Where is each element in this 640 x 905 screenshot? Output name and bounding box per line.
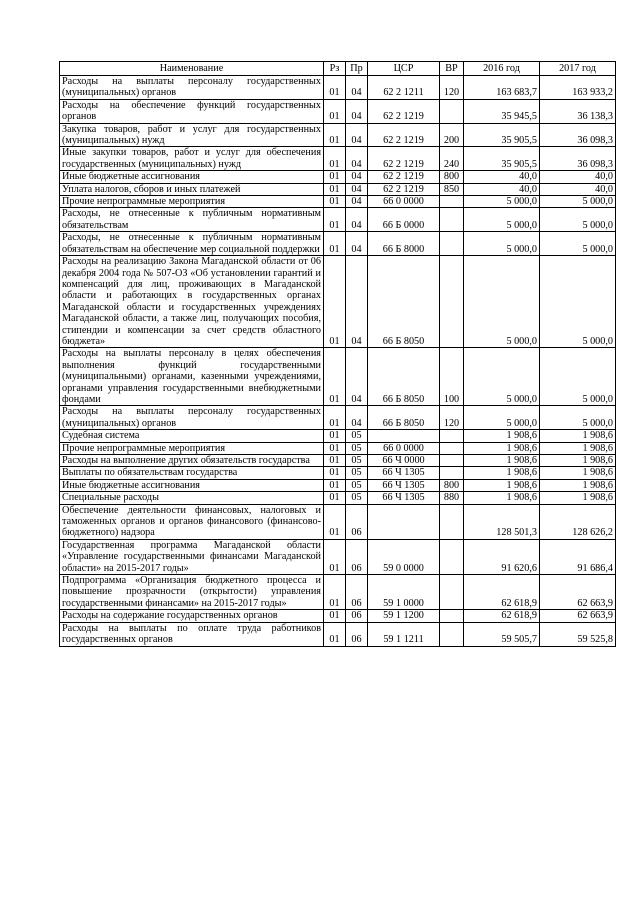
cell-vr [440,467,464,479]
cell-vr [440,208,464,232]
cell-pr: 04 [346,171,368,183]
cell-2017: 5 000,0 [540,348,616,406]
header-2016: 2016 год [464,62,540,76]
cell-rz: 01 [324,430,346,442]
cell-vr [440,504,464,539]
cell-vr [440,430,464,442]
cell-2017: 36 098,3 [540,123,616,147]
table-row [60,455,616,467]
cell-name: Прочие непрограммные мероприятия [60,442,324,454]
cell-pr: 06 [346,610,368,622]
cell-rz: 01 [324,232,346,256]
cell-pr: 05 [346,479,368,491]
cell-rz: 01 [324,455,346,467]
cell-2016: 35 905,5 [464,147,540,171]
cell-name: Подпрограмма «Организация бюджетного процесса и повышение прозрачности (открытости) управления государственными финансами» на 2015-2017 годы» [60,575,324,610]
cell-vr: 800 [440,479,464,491]
cell-name: Прочие непрограммные мероприятия [60,196,324,208]
cell-2017: 40,0 [540,171,616,183]
cell-rz: 01 [324,208,346,232]
table-row [60,575,616,610]
cell-2016: 35 945,5 [464,99,540,123]
cell-2016: 1 908,6 [464,430,540,442]
cell-2016: 163 683,7 [464,76,540,100]
cell-pr: 04 [346,76,368,100]
cell-2017: 91 686,4 [540,539,616,574]
cell-2016: 5 000,0 [464,208,540,232]
cell-pr: 04 [346,196,368,208]
header-pr: Пр [346,62,368,76]
cell-csr: 66 0 0000 [368,442,440,454]
table-row [60,430,616,442]
table-row [60,467,616,479]
table-row [60,610,616,622]
cell-name: Иные бюджетные ассигнования [60,479,324,491]
table-row [60,208,616,232]
cell-name: Расходы на выплаты персоналу государственных (муниципальных) органов [60,76,324,100]
cell-csr: 59 0 0000 [368,539,440,574]
cell-pr: 05 [346,467,368,479]
cell-name: Расходы на содержание государственных органов [60,610,324,622]
cell-2016: 5 000,0 [464,348,540,406]
cell-csr: 62 2 1219 [368,171,440,183]
cell-rz: 01 [324,622,346,646]
cell-csr: 66 Б 8000 [368,232,440,256]
cell-pr: 05 [346,442,368,454]
cell-2017: 1 908,6 [540,442,616,454]
cell-2016: 5 000,0 [464,256,540,348]
cell-2017: 5 000,0 [540,196,616,208]
cell-2017: 1 908,6 [540,492,616,504]
cell-2017: 1 908,6 [540,430,616,442]
cell-csr: 62 2 1219 [368,99,440,123]
cell-csr [368,430,440,442]
header-2017: 2017 год [540,62,616,76]
cell-csr: 66 Б 8050 [368,348,440,406]
cell-name: Закупка товаров, работ и услуг для государственных (муниципальных) нужд [60,123,324,147]
cell-pr: 06 [346,539,368,574]
cell-csr: 66 Ч 1305 [368,467,440,479]
cell-rz: 01 [324,610,346,622]
cell-rz: 01 [324,442,346,454]
cell-rz: 01 [324,123,346,147]
cell-name: Обеспечение деятельности финансовых, налоговых и таможенных органов и органов финансового (финансово-бюджетного) надзора [60,504,324,539]
table-row [60,492,616,504]
cell-2017: 5 000,0 [540,256,616,348]
cell-vr: 120 [440,76,464,100]
cell-name: Государственная программа Магаданской области «Управление государственными финансами Магаданской области» на 2015-2017 годы» [60,539,324,574]
cell-2016: 40,0 [464,183,540,195]
cell-name: Судебная система [60,430,324,442]
cell-csr [368,504,440,539]
table-row [60,539,616,574]
cell-vr [440,442,464,454]
cell-name: Иные закупки товаров, работ и услуг для обеспечения государственных (муниципальных) нужд [60,147,324,171]
cell-pr: 04 [346,123,368,147]
table-row [60,183,616,195]
cell-csr: 66 Б 8050 [368,256,440,348]
cell-vr [440,455,464,467]
table-row [60,622,616,646]
cell-2016: 1 908,6 [464,442,540,454]
cell-pr: 04 [346,256,368,348]
cell-vr: 200 [440,123,464,147]
cell-rz: 01 [324,492,346,504]
cell-vr: 240 [440,147,464,171]
cell-rz: 01 [324,539,346,574]
cell-name: Иные бюджетные ассигнования [60,171,324,183]
cell-2017: 62 663,9 [540,610,616,622]
cell-2016: 5 000,0 [464,196,540,208]
table-row [60,442,616,454]
cell-pr: 04 [346,208,368,232]
cell-csr: 66 Ч 0000 [368,455,440,467]
cell-name: Расходы на обеспечение функций государственных органов [60,99,324,123]
cell-csr: 66 Ч 1305 [368,479,440,491]
cell-vr: 120 [440,406,464,430]
cell-name: Расходы на выполнение других обязательств государства [60,455,324,467]
header-csr: ЦСР [368,62,440,76]
cell-rz: 01 [324,504,346,539]
cell-vr: 850 [440,183,464,195]
cell-rz: 01 [324,76,346,100]
cell-2016: 62 618,9 [464,575,540,610]
cell-2016: 128 501,3 [464,504,540,539]
cell-rz: 01 [324,467,346,479]
cell-pr: 05 [346,455,368,467]
table-row [60,171,616,183]
table-row [60,232,616,256]
cell-pr: 06 [346,575,368,610]
cell-2016: 5 000,0 [464,232,540,256]
table-row [60,479,616,491]
cell-rz: 01 [324,406,346,430]
cell-2017: 128 626,2 [540,504,616,539]
table-row [60,196,616,208]
cell-2016: 5 000,0 [464,406,540,430]
budget-table [59,61,616,647]
cell-csr: 66 Б 0000 [368,208,440,232]
table-row [60,123,616,147]
cell-2017: 62 663,9 [540,575,616,610]
cell-name: Расходы на реализацию Закона Магаданской области от 06 декабря 2004 года № 507-ОЗ «Об установлении гарантий и компенсаций для лиц, проживающих в Магаданской области и работающих в государственных органах Магаданской области и государственных учреждениях Магаданской области, а также лиц, получающих пособия, стипендии и компенсации за счет средств областного бюджета» [60,256,324,348]
cell-2016: 1 908,6 [464,479,540,491]
cell-vr: 800 [440,171,464,183]
cell-vr [440,99,464,123]
cell-2016: 1 908,6 [464,467,540,479]
table-row [60,504,616,539]
table-header-row [60,62,616,76]
cell-2017: 36 098,3 [540,147,616,171]
cell-rz: 01 [324,183,346,195]
cell-2016: 62 618,9 [464,610,540,622]
cell-csr: 66 0 0000 [368,196,440,208]
cell-pr: 06 [346,504,368,539]
table-row [60,256,616,348]
cell-2017: 1 908,6 [540,467,616,479]
cell-name: Расходы на выплаты по оплате труда работников государственных органов [60,622,324,646]
cell-2016: 1 908,6 [464,455,540,467]
cell-name: Расходы, не отнесенные к публичным нормативным обязательствам на обеспечение мер социальной поддержки [60,232,324,256]
cell-pr: 05 [346,492,368,504]
cell-csr: 59 1 1211 [368,622,440,646]
cell-2016: 35 905,5 [464,123,540,147]
cell-pr: 04 [346,147,368,171]
cell-vr [440,256,464,348]
cell-pr: 04 [346,406,368,430]
cell-2016: 40,0 [464,171,540,183]
cell-2016: 91 620,6 [464,539,540,574]
cell-csr: 62 2 1219 [368,147,440,171]
cell-2017: 36 138,3 [540,99,616,123]
cell-name: Расходы на выплаты персоналу в целях обеспечения выполнения функций государственными (муниципальными) органами, казенными учреждениями, органами управления государственными внебюджетными фондами [60,348,324,406]
cell-name: Выплаты по обязательствам государства [60,467,324,479]
cell-2016: 59 505,7 [464,622,540,646]
cell-rz: 01 [324,479,346,491]
cell-2017: 59 525,8 [540,622,616,646]
cell-2017: 5 000,0 [540,406,616,430]
cell-name: Расходы, не отнесенные к публичным нормативным обязательствам [60,208,324,232]
table-row [60,147,616,171]
cell-rz: 01 [324,99,346,123]
cell-csr: 62 2 1211 [368,76,440,100]
cell-csr: 66 Ч 1305 [368,492,440,504]
cell-vr [440,575,464,610]
cell-pr: 05 [346,430,368,442]
cell-pr: 04 [346,232,368,256]
cell-vr [440,610,464,622]
cell-pr: 04 [346,99,368,123]
cell-name: Расходы на выплаты персоналу государственных (муниципальных) органов [60,406,324,430]
cell-2017: 1 908,6 [540,479,616,491]
cell-csr: 59 1 1200 [368,610,440,622]
header-name: Наименование [60,62,324,76]
cell-vr: 880 [440,492,464,504]
table-row [60,406,616,430]
cell-rz: 01 [324,575,346,610]
cell-vr [440,196,464,208]
cell-2017: 40,0 [540,183,616,195]
cell-csr: 62 2 1219 [368,183,440,195]
cell-rz: 01 [324,348,346,406]
cell-2016: 1 908,6 [464,492,540,504]
cell-csr: 59 1 0000 [368,575,440,610]
cell-vr [440,622,464,646]
cell-vr: 100 [440,348,464,406]
cell-rz: 01 [324,256,346,348]
cell-2017: 163 933,2 [540,76,616,100]
cell-csr: 62 2 1219 [368,123,440,147]
cell-rz: 01 [324,171,346,183]
cell-pr: 04 [346,183,368,195]
header-rz: Рз [324,62,346,76]
cell-2017: 5 000,0 [540,208,616,232]
cell-pr: 04 [346,348,368,406]
header-vr: ВР [440,62,464,76]
cell-name: Уплата налогов, сборов и иных платежей [60,183,324,195]
cell-name: Специальные расходы [60,492,324,504]
cell-pr: 06 [346,622,368,646]
table-row [60,99,616,123]
cell-vr [440,232,464,256]
table-row [60,348,616,406]
table-body [60,76,616,647]
cell-rz: 01 [324,196,346,208]
cell-csr: 66 Б 8050 [368,406,440,430]
cell-vr [440,539,464,574]
table-row [60,76,616,100]
cell-2017: 5 000,0 [540,232,616,256]
cell-2017: 1 908,6 [540,455,616,467]
cell-rz: 01 [324,147,346,171]
